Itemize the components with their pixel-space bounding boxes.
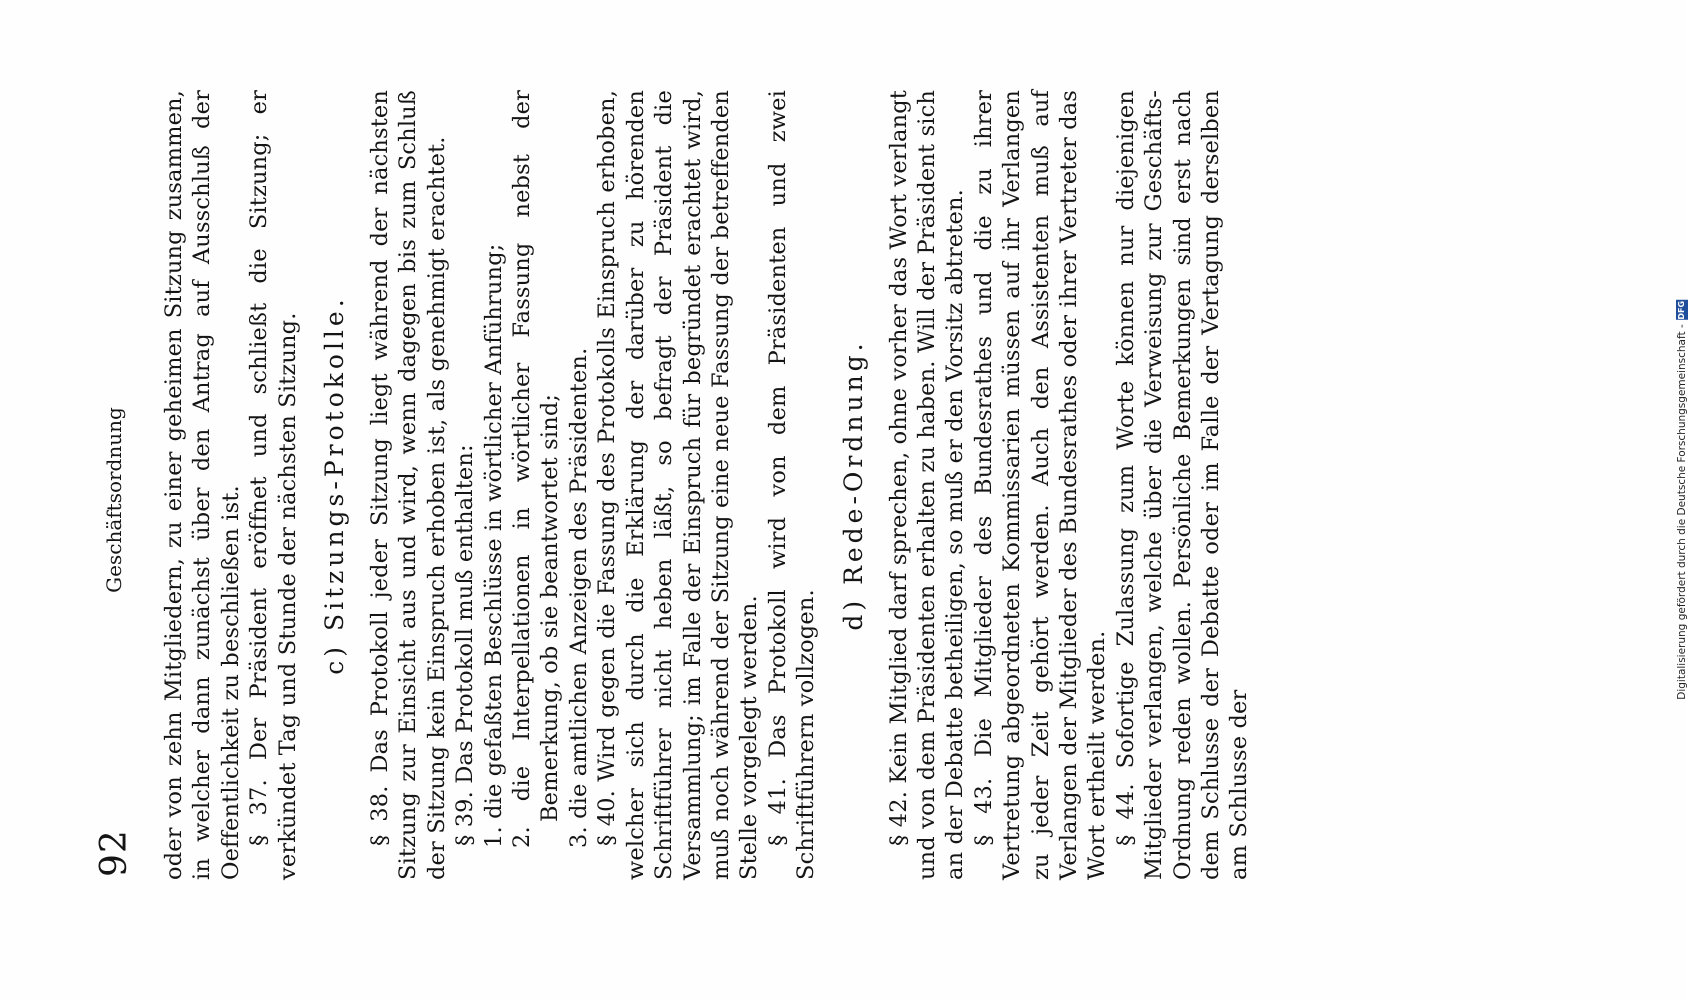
paragraph-41: § 41. Das Protokoll wird von dem Präsidenten und zwei Schriftführern vollzogen. [764,90,820,880]
page-header [95,25,135,975]
dfg-logo: DFG [1677,300,1686,320]
paragraph-40: § 40. Wird gegen die Fassung des Protokolls Einspruch erhoben, welcher sich durch die Erklärung der darüber zu hörenden Schriftführer nicht heben läßt, so befragt der Präsident die Versammlung; im Falle der Einspruch für begründet erachtet wird, muß noch während der Sitzung eine neue Fassung der betreffenden Stelle vorgelegt werden. [594,90,763,880]
page-body [160,90,1254,880]
paragraph-39: § 39. Das Protokoll muß enthalten: [452,444,479,846]
running-title: Geschäftsordnung [102,407,126,593]
list-item: 3. die amtlichen Anzeigen des Präsidenten. [565,347,592,848]
paragraph-43: § 43. Die Mitglieder des Bundesrathes und die zu ihrer Vertretung abgeordneten Kommissarien müssen auf ihr Verlangen zu jeder Zeit gehört werden. Auch den Assistenten muß auf Verlangen der Mitglieder des Bundesrathes oder ihrer Vertreter das Wort ertheilt werden. [970,89,1111,880]
paragraph-intro: oder von zehn Mitgliedern, zu einer geheimen Sitzung zusammen, in welcher dann zunächst über den Antrag auf Ausschluß der Oeffentlichkeit zu beschließen ist. [161,90,244,880]
paragraph-37: § 37. Der Präsident eröffnet und schließt die Sitzung; er verkündet Tag und Stunde der nächsten Sitzung. [246,90,301,880]
digitization-credit [1676,300,1688,700]
paragraph-38: § 38. Das Protokoll jeder Sitzung liegt während der nächsten Sitzung zur Einsicht aus und wird, wenn dagegen bis zum Schluß der Sitzung kein Einspruch erhoben ist, als genehmigt erachtet. [367,90,450,880]
page-number: 92 [94,829,135,877]
section-heading-d: d) Rede-Ordnung. [838,339,868,631]
credit-text: Digitalisierung gefördert durch die Deutsche Forschungsgemeinschaft - [1676,324,1688,700]
paragraph-44: § 44. Sofortige Zulassung zum Worte können nur diejenigen Mitglieder verlangen, welche über die Verweisung zur Geschäfts-Ordnung reden wollen. Persönliche Bemerkungen sind erst nach dem Schlusse der Debatte oder im Falle der Vertagung derselben am Schlusse der [1112,90,1253,880]
paragraph-42: § 42. Kein Mitglied darf sprechen, ohne vorher das Wort verlangt und von dem Präsidenten erhalten zu haben. Will der Präsident sich an der Debatte betheiligen, so muß er den Vorsitz abtreten. [885,90,969,880]
rotated-page-content [15,25,1253,975]
section-heading-c: c) Sitzungs-Protokolle. [320,295,350,675]
list-item: 1. die gefaßten Beschlüsse in wörtlicher Anführung; [480,243,507,848]
list-item: 2. die Interpellationen in wörtlicher Fassung nebst der Bemerkung, ob sie beantwortet sind; [509,90,564,848]
